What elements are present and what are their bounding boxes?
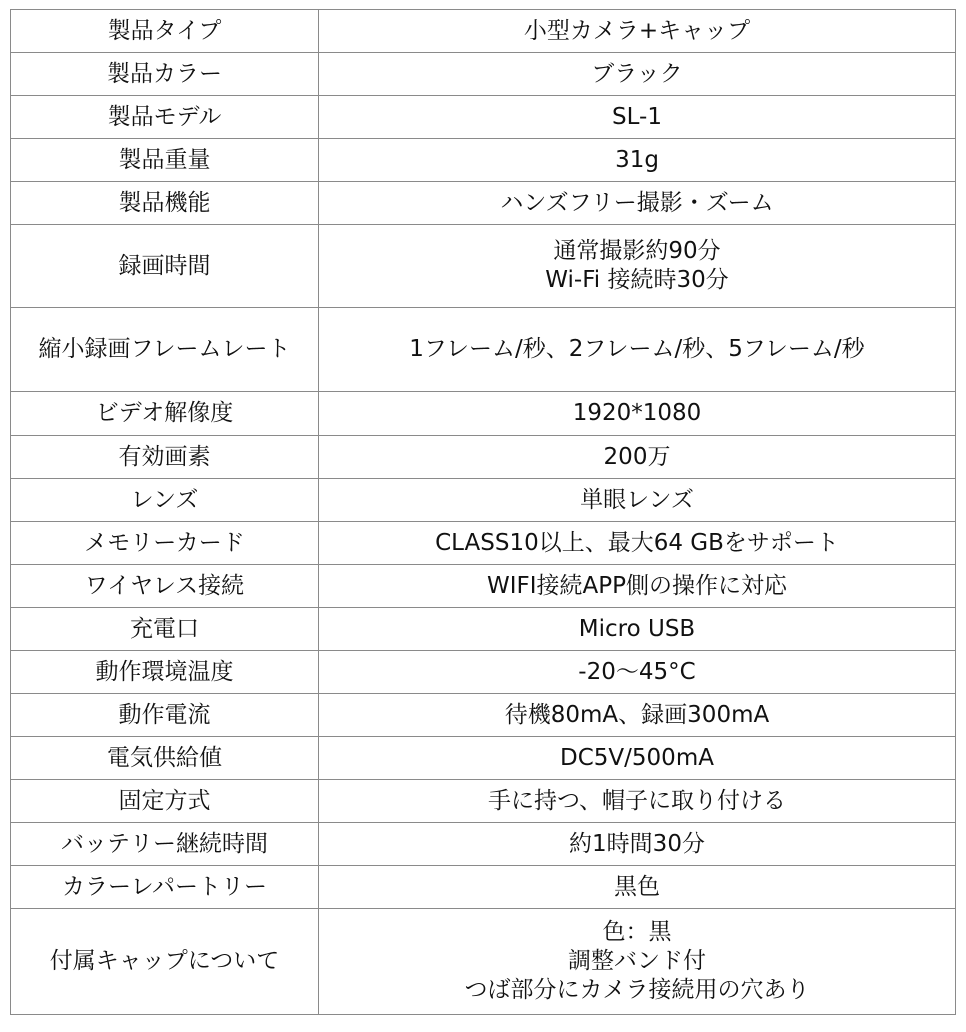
spec-value-line: 1フレーム/秒、2フレーム/秒、5フレーム/秒 bbox=[409, 336, 865, 362]
spec-value-line: 小型カメラ+キャップ bbox=[523, 17, 751, 44]
spec-row bbox=[11, 823, 956, 866]
spec-value-line: -20〜45°C bbox=[578, 658, 696, 685]
spec-value bbox=[319, 737, 956, 780]
spec-value-line: 手に持つ、帽子に取り付ける bbox=[487, 787, 787, 814]
spec-label: ワイヤレス接続 bbox=[11, 565, 319, 608]
spec-value-line: 1920*1080 bbox=[572, 400, 702, 426]
spec-row bbox=[11, 392, 956, 436]
spec-label: 動作電流 bbox=[11, 694, 319, 737]
spec-value-line: 200万 bbox=[603, 443, 671, 470]
spec-value bbox=[319, 436, 956, 479]
spec-label: 動作環境温度 bbox=[11, 651, 319, 694]
spec-label: レンズ bbox=[11, 479, 319, 522]
spec-value bbox=[319, 392, 956, 436]
spec-value bbox=[319, 308, 956, 392]
spec-label: バッテリー継続時間 bbox=[11, 823, 319, 866]
spec-value bbox=[319, 96, 956, 139]
spec-row bbox=[11, 780, 956, 823]
spec-value bbox=[319, 53, 956, 96]
spec-label: 製品機能 bbox=[11, 182, 319, 225]
spec-value-line: DC5V/500mA bbox=[560, 744, 714, 771]
spec-label: メモリーカード bbox=[11, 522, 319, 565]
spec-table bbox=[10, 9, 956, 1015]
spec-label: 製品タイプ bbox=[11, 10, 319, 53]
spec-label: 固定方式 bbox=[11, 780, 319, 823]
spec-row bbox=[11, 96, 956, 139]
spec-value bbox=[319, 780, 956, 823]
spec-value-line: 31g bbox=[615, 146, 659, 173]
spec-value-line: WIFI接続APP側の操作に対応 bbox=[486, 572, 787, 599]
spec-value bbox=[319, 651, 956, 694]
spec-value-line: ハンズフリー撮影・ズーム bbox=[500, 189, 774, 216]
spec-row bbox=[11, 737, 956, 780]
spec-label: 電気供給値 bbox=[11, 737, 319, 780]
spec-value-line: Wi-Fi 接続時30分 bbox=[545, 267, 729, 293]
spec-label: 製品モデル bbox=[11, 96, 319, 139]
spec-label: 製品カラー bbox=[11, 53, 319, 96]
spec-value bbox=[319, 225, 956, 308]
spec-value-line: SL-1 bbox=[612, 103, 662, 130]
spec-value-line: CLASS10以上、最大64 GBをサポート bbox=[435, 529, 839, 556]
spec-value bbox=[319, 866, 956, 909]
spec-value bbox=[319, 694, 956, 737]
spec-value-line: Micro USB bbox=[578, 615, 696, 642]
spec-value-line: 調整バンド付 bbox=[568, 948, 706, 974]
spec-label: 縮小録画フレームレート bbox=[11, 308, 319, 392]
spec-row bbox=[11, 608, 956, 651]
spec-value-line: 色：黒 bbox=[602, 919, 672, 945]
spec-value bbox=[319, 522, 956, 565]
spec-value-line: 約1時間30分 bbox=[569, 830, 705, 857]
spec-row bbox=[11, 10, 956, 53]
spec-label: 付属キャップについて bbox=[11, 909, 319, 1015]
spec-label: 有効画素 bbox=[11, 436, 319, 479]
spec-value-line: 待機80mA、録画300mA bbox=[504, 701, 770, 728]
spec-row bbox=[11, 53, 956, 96]
spec-row bbox=[11, 909, 956, 1015]
spec-value bbox=[319, 10, 956, 53]
spec-label: 録画時間 bbox=[11, 225, 319, 308]
spec-value bbox=[319, 823, 956, 866]
spec-row bbox=[11, 225, 956, 308]
spec-row bbox=[11, 651, 956, 694]
spec-label: 製品重量 bbox=[11, 139, 319, 182]
spec-value bbox=[319, 909, 956, 1015]
spec-row bbox=[11, 866, 956, 909]
spec-row bbox=[11, 522, 956, 565]
spec-table-body bbox=[11, 10, 956, 1015]
spec-value-line: 単眼レンズ bbox=[580, 486, 694, 513]
spec-label: ビデオ解像度 bbox=[11, 392, 319, 436]
spec-row bbox=[11, 436, 956, 479]
spec-label: カラーレパートリー bbox=[11, 866, 319, 909]
spec-row bbox=[11, 182, 956, 225]
spec-value-line: 黒色 bbox=[614, 873, 660, 900]
spec-value bbox=[319, 182, 956, 225]
spec-value bbox=[319, 608, 956, 651]
spec-value-line: つば部分にカメラ接続用の穴あり bbox=[464, 977, 810, 1003]
spec-value bbox=[319, 565, 956, 608]
spec-value bbox=[319, 479, 956, 522]
spec-row bbox=[11, 694, 956, 737]
spec-value-line: 通常撮影約90分 bbox=[553, 238, 721, 264]
spec-row bbox=[11, 565, 956, 608]
spec-row bbox=[11, 479, 956, 522]
spec-row bbox=[11, 308, 956, 392]
spec-row bbox=[11, 139, 956, 182]
spec-value bbox=[319, 139, 956, 182]
spec-label: 充電口 bbox=[11, 608, 319, 651]
spec-value-line: ブラック bbox=[591, 60, 683, 87]
